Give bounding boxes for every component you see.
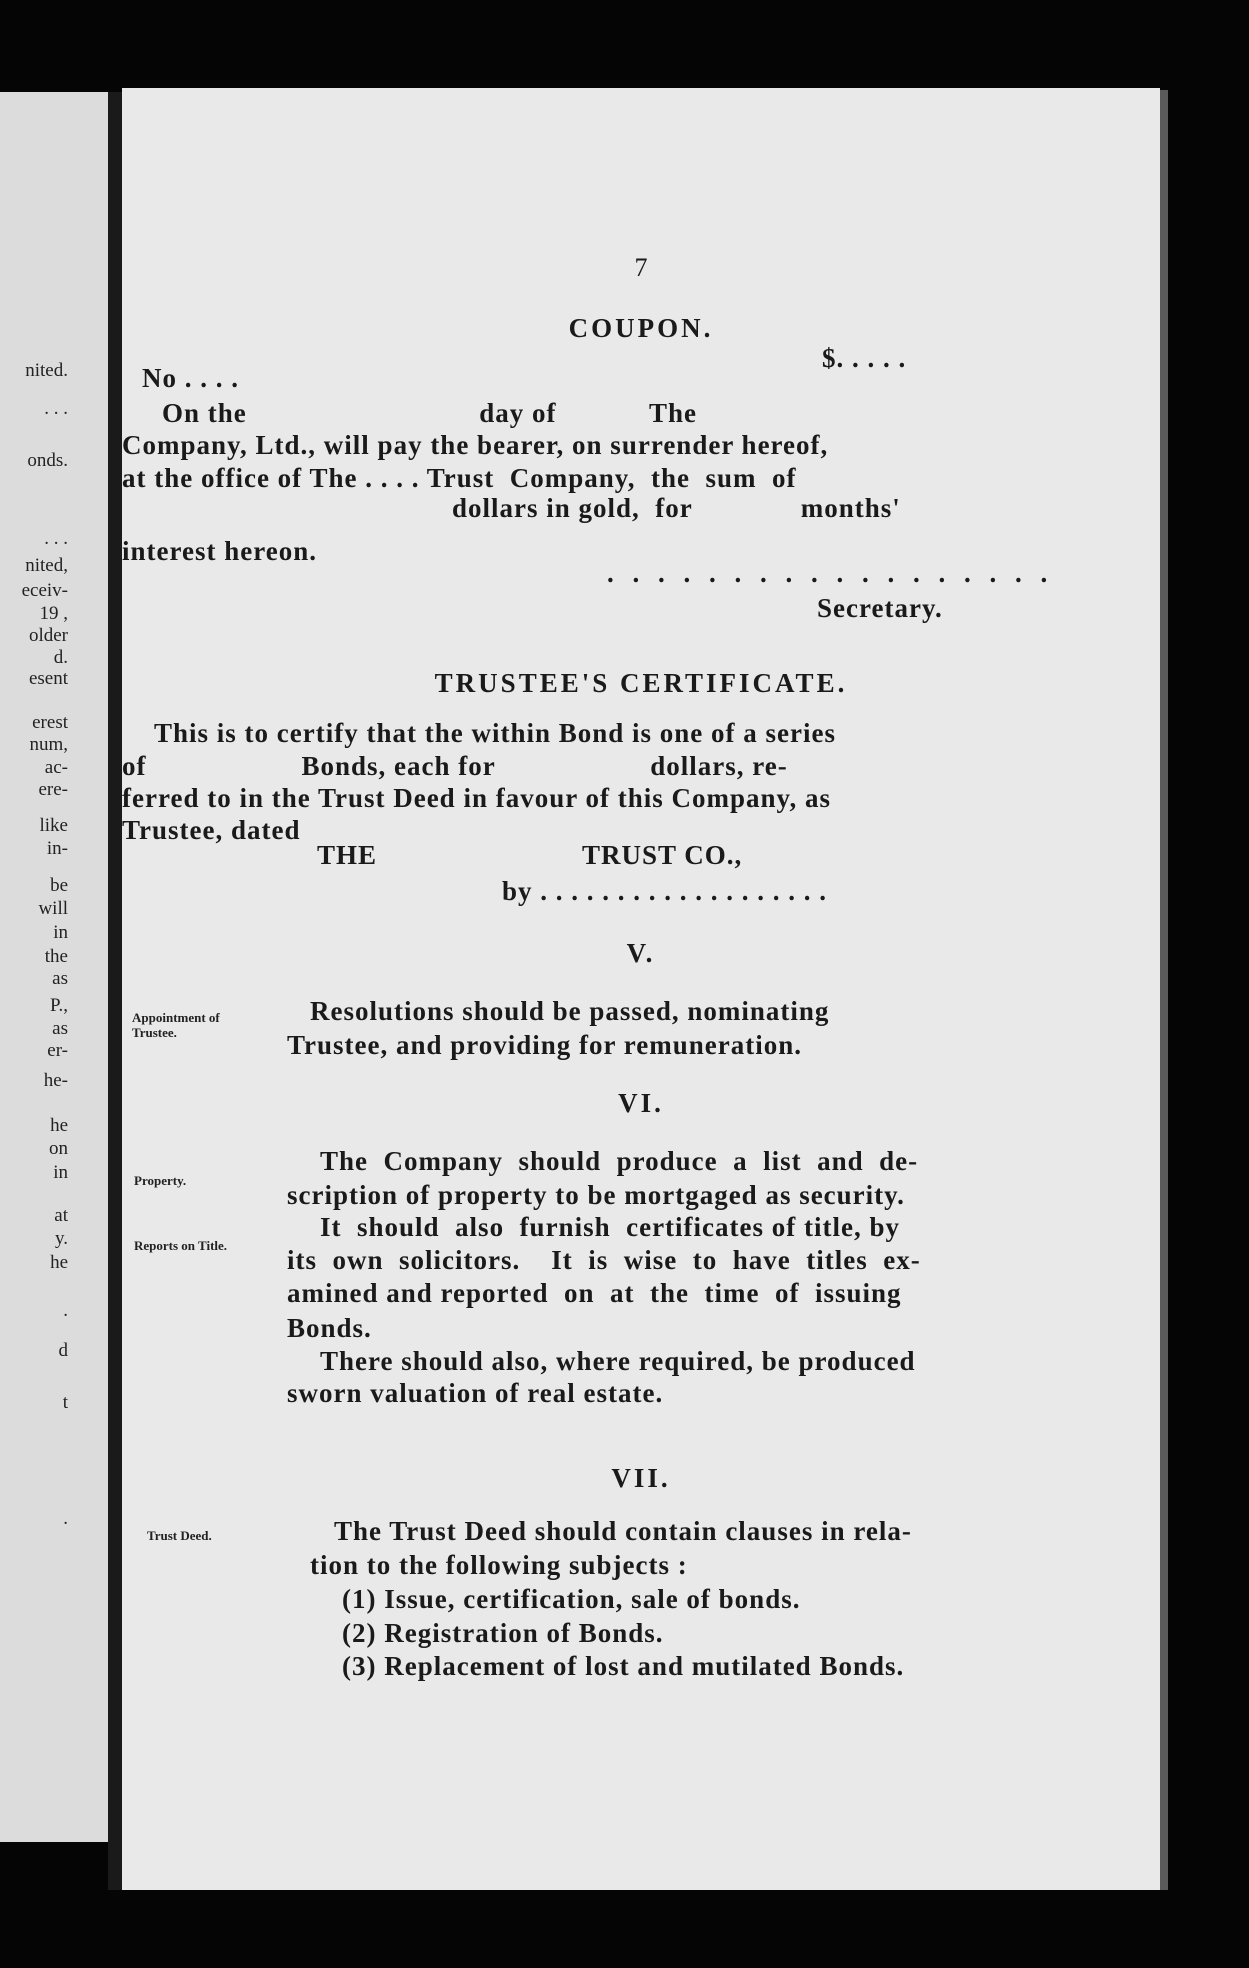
left-page-fragment: onds.: [27, 450, 68, 471]
coupon-line-4: dollars in gold, for months': [452, 493, 901, 523]
coupon-signature-label: Secretary.: [817, 593, 943, 623]
left-page-fragment: in-: [46, 838, 68, 859]
document-page: [122, 88, 1160, 1890]
section-vii-line: tion to the following subjects :: [310, 1550, 688, 1580]
coupon-line-2: Company, Ltd., will pay the bearer, on surrender hereof,: [122, 430, 829, 460]
left-page-fragment: d: [58, 1340, 68, 1361]
section-vi-line: scription of property to be mortgaged as security.: [287, 1180, 905, 1210]
left-page-fragment: ere-: [38, 779, 68, 800]
section-vi-line: The Company should produce a list and de-: [320, 1146, 919, 1176]
left-page-fragment: on: [49, 1138, 68, 1159]
left-page-fragment: in: [53, 922, 68, 943]
certificate-the-label: THE: [317, 840, 378, 870]
margin-note-appointment: Appointment of Trustee.: [132, 1010, 220, 1040]
certificate-line-1: This is to certify that the within Bond is one of a series: [154, 718, 836, 748]
certificate-line-2: of Bonds, each for dollars, re-: [122, 751, 788, 781]
left-page-fragment: nited.: [25, 360, 68, 381]
section-v-line-2: Trustee, and providing for remuneration.: [287, 1030, 803, 1060]
section-vii-list-item: (1) Issue, certification, sale of bonds.: [342, 1584, 801, 1614]
book-spine: [108, 92, 122, 1890]
section-vii-list-item: (3) Replacement of lost and mutilated Bonds.: [342, 1651, 905, 1681]
left-page-fragment: nited,: [25, 555, 68, 576]
margin-note-property: Property.: [134, 1173, 187, 1188]
certificate-line-3: ferred to in the Trust Deed in favour of this Company, as: [122, 783, 832, 813]
left-page-fragment: at: [54, 1205, 68, 1226]
certificate-line-4: Trustee, dated: [122, 815, 301, 845]
certificate-heading: TRUSTEE'S CERTIFICATE.: [434, 668, 848, 698]
left-page-fragment: P.,: [50, 995, 68, 1016]
left-page-fragment: t: [62, 1392, 68, 1413]
left-page-fragment: erest: [32, 712, 68, 733]
left-page-fragment: the: [44, 946, 68, 967]
section-vi-line: sworn valuation of real estate.: [287, 1378, 664, 1408]
left-page-fragment: num,: [29, 734, 68, 755]
margin-note-reports-on-title: Reports on Title.: [134, 1238, 228, 1253]
left-page-fragment: like: [39, 815, 68, 836]
left-page-fragment: y.: [54, 1228, 68, 1249]
margin-note-trust-deed: Trust Deed.: [147, 1528, 212, 1543]
section-vii-list-item: (2) Registration of Bonds.: [342, 1618, 664, 1648]
section-vi-line: There should also, where required, be produced: [320, 1346, 916, 1376]
section-vi-line: Bonds.: [287, 1313, 372, 1343]
left-page-fragment: eceiv-: [21, 580, 68, 601]
left-page-fragment: ac-: [44, 757, 68, 778]
section-vii-line: The Trust Deed should contain clauses in rela-: [334, 1516, 912, 1546]
left-page-fragment: .: [63, 1508, 68, 1529]
left-page-fragment: be: [50, 875, 68, 896]
left-page-fragment: will: [38, 898, 68, 919]
left-page-fragment: esent: [28, 668, 68, 689]
page-number: 7: [634, 253, 648, 282]
coupon-line-3: at the office of The . . . . Trust Company, the sum of: [122, 463, 797, 493]
left-page-fragment: he: [50, 1115, 68, 1136]
left-page-fragment: 19 ,: [39, 603, 68, 624]
section-vi-line: its own solicitors. It is wise to have titles ex-: [287, 1245, 921, 1275]
left-page-fragment: he: [50, 1252, 68, 1273]
adjacent-page-fragment: [0, 92, 108, 1842]
coupon-no-label: No . . . .: [142, 363, 239, 393]
page-edge: [1160, 90, 1168, 1890]
section-v-heading: V.: [626, 938, 656, 968]
section-vii-heading: VII.: [611, 1463, 671, 1493]
left-page-fragment: er-: [47, 1040, 68, 1061]
left-page-fragment: in: [53, 1162, 68, 1183]
coupon-line-1: On the day of The: [162, 398, 698, 428]
left-page-fragment: older: [28, 625, 68, 646]
coupon-line-5: interest hereon.: [122, 536, 317, 566]
left-page-fragment: as: [52, 968, 68, 989]
left-page-fragment: . . .: [44, 528, 68, 549]
certificate-by-line: by . . . . . . . . . . . . . . . . . . .: [502, 876, 828, 906]
left-page-fragment: as: [52, 1018, 68, 1039]
section-vi-line: amined and reported on at the time of issuing: [287, 1278, 902, 1308]
left-page-fragment: . . .: [44, 398, 68, 419]
left-page-fragment: .: [63, 1300, 68, 1321]
coupon-signature-dots: . . . . . . . . . . . . . . . . . .: [607, 558, 1054, 588]
left-page-fragment: d.: [53, 647, 68, 668]
left-page-fragment: he-: [43, 1070, 68, 1091]
section-vi-line: It should also furnish certificates of title, by: [320, 1212, 900, 1242]
section-v-line-1: Resolutions should be passed, nominating: [310, 996, 830, 1026]
coupon-amount-label: $. . . . .: [822, 343, 907, 373]
certificate-trust-co-label: TRUST CO.,: [582, 840, 743, 870]
section-vi-heading: VI.: [618, 1088, 664, 1118]
coupon-heading: COUPON.: [568, 313, 714, 343]
